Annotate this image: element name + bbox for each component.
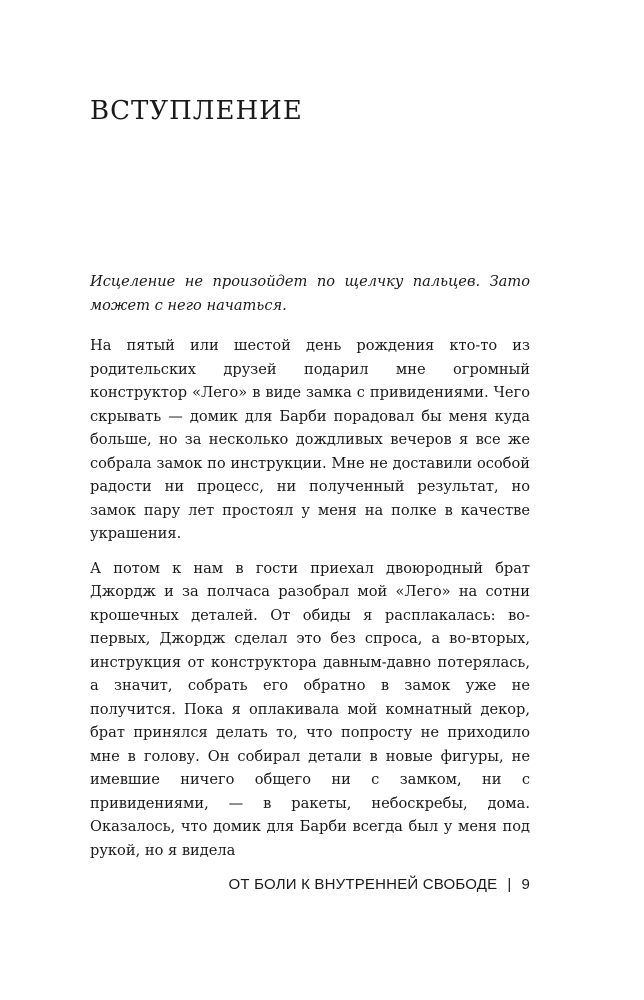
chapter-title: ВСТУПЛЕНИЕ — [90, 96, 303, 126]
page-footer — [229, 876, 530, 893]
running-title: ОТ БОЛИ К ВНУТРЕННЕЙ СВОБОДЕ — [228, 876, 498, 893]
paragraph-2: А потом к нам в гости приехал двоюродный брат Джордж и за полчаса разобрал мой «Лего» на сотни крошечных деталей. От обиды я расплакалась: во-первых, Джордж сделал это без спроса, а во-вторых, инструкция от конструктора давным-давно потерялась, а значит, собрать его обратно в замок уже не получится. Пока я оплакивала мой комнатный декор, брат принялся делать то, что попросту не приходило мне в голову. Он собирал детали в новые фигуры, не имевшие ничего общего ни с замком, ни с привидениями, — в ракеты, небоскребы, дома. Оказалось, что домик для Барби всегда был у меня под рукой, но я видела — [90, 559, 530, 859]
body-text — [90, 270, 530, 873]
footer-separator: | — [507, 876, 512, 893]
paragraph-1: На пятый или шестой день рождения кто-то из родительских друзей подарил мне огромный конструктор «Лего» в виде замка с привидениями. Чего скрывать — домик для Барби порадовал бы меня куда больше, но за несколько дождливых вечеров я все же собрала замок по инструкции. Мне не доставили особой радости ни процесс, ни полученный результат, но замок пару лет простоял у меня на полке в качестве украшения. — [90, 337, 530, 542]
epigraph: Исцеление не произойдет по щелчку пальцев. Зато может с него начаться. — [90, 273, 530, 314]
book-page — [90, 0, 530, 1000]
page-number: 9 — [521, 876, 530, 893]
